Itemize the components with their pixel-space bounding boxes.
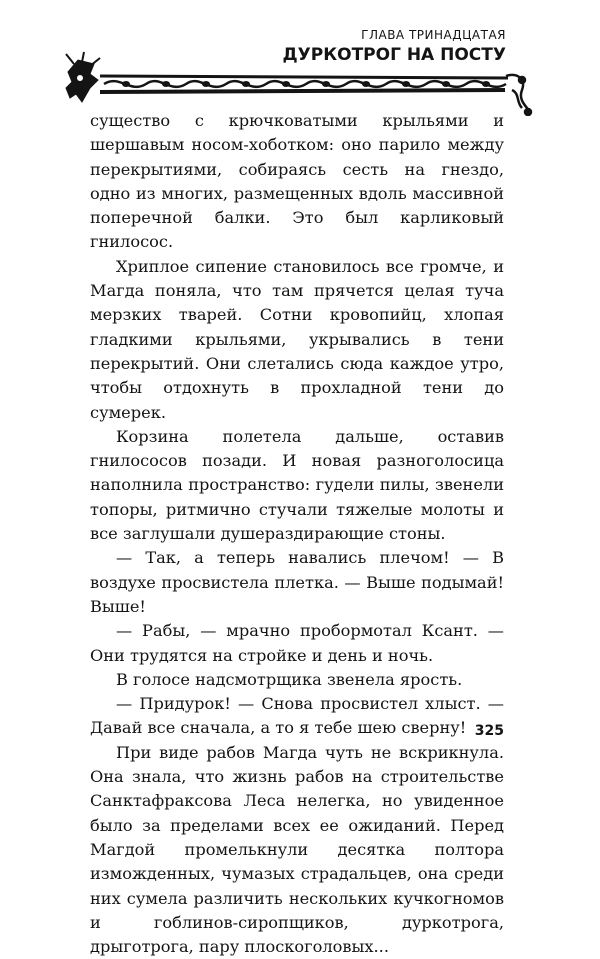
page-number: 325 [474,723,504,739]
paragraph: Корзина полетела дальше, оставив гнилососов позади. И новая разноголосица наполнила пространство: гудели пилы, звенели топоры, ритмично стучали тяжелые молоты и все заглушали душераздирающие стоны. [90,426,504,544]
chapter-title: ДУРКОТРОГ НА ПОСТУ [282,45,506,65]
paragraph: Хриплое сипение становилось все громче, и Магда поняла, что там прячется целая туча мерзких тварей. Сотни кровопийц, хлопая гладкими крыльями, укрывались в тени перекрытий. Они слетались сюда каждое утро, чтобы отдохнуть в прохладной тени до сумерек. [90,256,504,422]
paragraph: — Так, а теперь навались плечом! — В воздухе просвистела плетка. — Выше подымай! Выше! [90,548,504,616]
paragraph: — Придурок! — Снова просвистел хлыст. — Давай все сначала, а то я тебе шею сверну! [90,694,504,738]
ornament-dangle-right [506,75,531,115]
paragraph: — Рабы, — мрачно пробормотал Ксант. — Они трудятся на стройке и день и ночь. [90,621,504,665]
chapter-label: ГЛАВА ТРИНАДЦАТАЯ [361,28,506,42]
paragraph: При виде рабов Магда чуть не вскрикнула. Она знала, что жизнь рабов на строительстве Санктафраксова Леса нелегка, но увиденное было за пределами всех ее ожиданий. Перед Магдой промелькнули десятка полтора изможденных, чумазых страдальцев, она среди них сумела различить нескольких кучкогномов и гоблинов-сиропщиков, дуркотрога, дрыготрога, пару плоскоголовых... [90,742,504,957]
paragraph: существо с крючковатыми крыльями и шершавым носом-хоботком: оно парило между перекрытиями, собираясь сесть на гнездо, одно из многих, размещенных вдоль массивной поперечной балки. Это был карликовый гнилосос. [90,111,504,252]
ornament-border [60,50,535,116]
body-text [90,109,504,959]
paragraph: В голосе надсмотрщика звенела ярость. [116,669,463,689]
ornament-creature-left [66,52,100,102]
